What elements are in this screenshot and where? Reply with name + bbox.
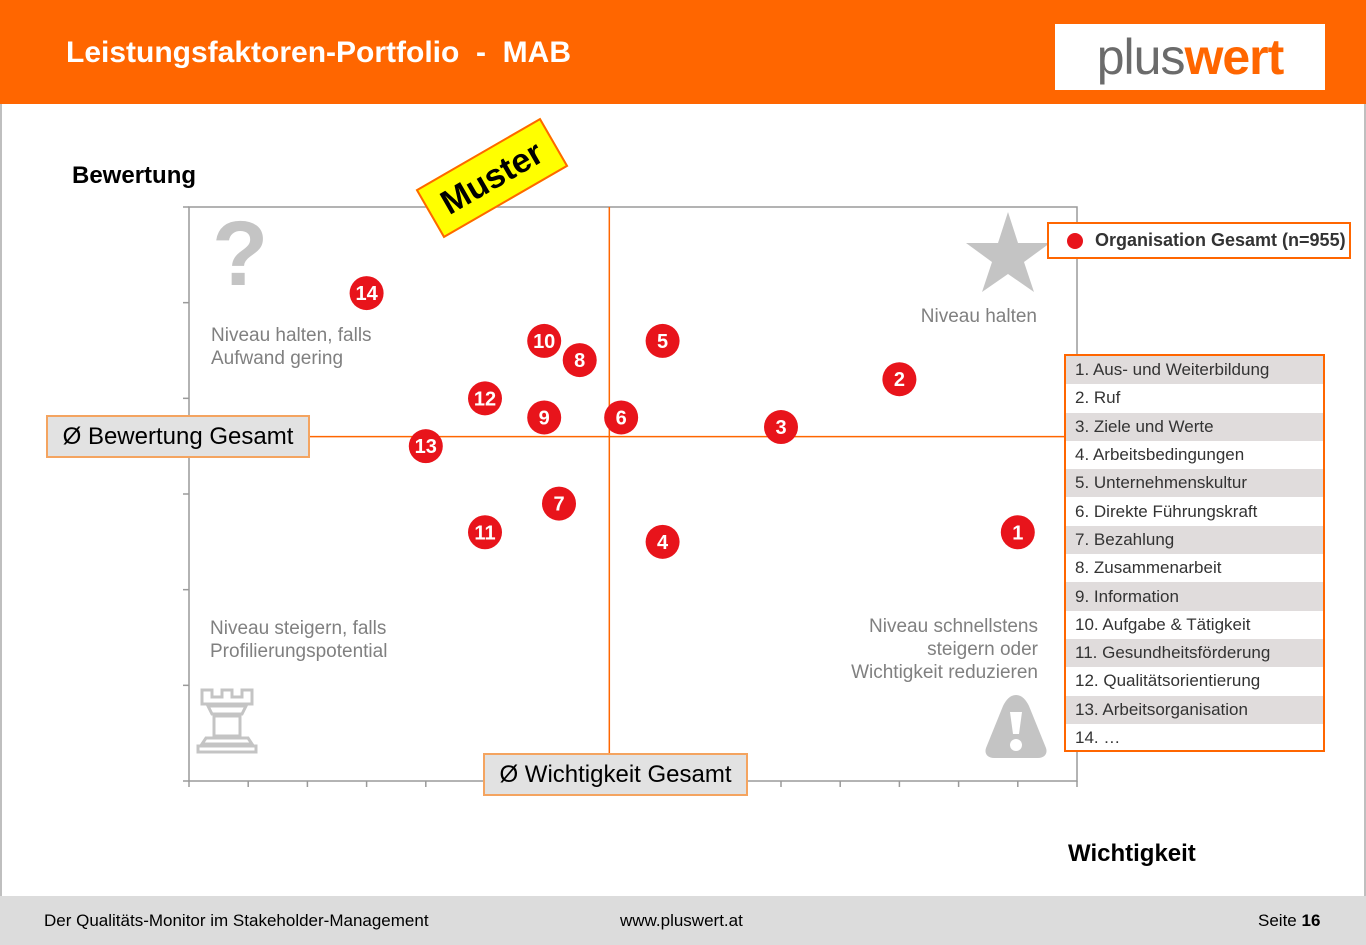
- data-point-label: 7: [553, 493, 565, 516]
- x-axis-label: Wichtigkeit: [1068, 840, 1196, 867]
- factor-item: 7. Bezahlung: [1066, 526, 1323, 554]
- legend-marker: [1067, 233, 1083, 249]
- factor-item: 10. Aufgabe & Tätigkeit: [1075, 614, 1251, 634]
- data-point-label: 2: [893, 369, 905, 392]
- factor-list: [1064, 354, 1325, 752]
- data-point-10: [527, 324, 561, 358]
- legend: [1047, 222, 1351, 259]
- plot-frame: [189, 207, 1077, 781]
- data-point-label: 12: [473, 388, 497, 411]
- y-axis-label: Bewertung: [72, 162, 197, 189]
- quadrant-text-bottom-right: steigern oder: [927, 639, 1038, 660]
- factor-item: 2. Ruf: [1075, 388, 1121, 408]
- data-point-1: [1001, 515, 1035, 549]
- data-point-3: [764, 410, 798, 444]
- quadrant-text-bottom-right: Niveau schnellstens: [869, 616, 1038, 637]
- data-point-label: 9: [538, 407, 550, 430]
- quadrant-text-bottom-right: Wichtigkeit reduzieren: [851, 662, 1038, 683]
- logo-text-plus: plus: [1096, 29, 1185, 85]
- warning-icon: [985, 695, 1046, 758]
- page-number: [1258, 911, 1320, 931]
- data-point-7: [542, 487, 576, 521]
- quadrant-text-top-left: Niveau halten, falls: [211, 325, 372, 346]
- data-point-label: 1: [1012, 522, 1024, 545]
- data-point-13: [409, 429, 443, 463]
- data-point-label: 8: [574, 350, 586, 373]
- page-label: Seite: [1258, 911, 1302, 930]
- chess-rook-icon: [198, 690, 256, 752]
- data-point-label: 10: [533, 330, 556, 353]
- chart-axes: [183, 207, 1077, 787]
- factor-item: 6. Direkte Führungskraft: [1075, 501, 1258, 521]
- factor-item: 4. Arbeitsbedingungen: [1075, 445, 1245, 465]
- data-point-label: 14: [355, 283, 378, 306]
- quadrant-text-top-left: Aufwand gering: [211, 348, 344, 369]
- factor-item: 9. Information: [1066, 582, 1323, 610]
- data-point-label: 6: [615, 407, 627, 430]
- quadrant-text-top-right: Niveau halten: [920, 306, 1037, 327]
- footer: [0, 896, 1366, 945]
- star-icon: [966, 212, 1050, 292]
- data-point-14: [350, 276, 384, 310]
- legend-label: Organisation Gesamt (n=955): [1095, 230, 1346, 250]
- data-point-12: [468, 381, 502, 415]
- data-point-4: [646, 525, 680, 559]
- data-point-label: 11: [474, 522, 496, 545]
- data-point-8: [563, 343, 597, 377]
- muster-stamp: Muster: [416, 118, 569, 238]
- data-point-label: 3: [775, 417, 787, 440]
- footer-tagline: Der Qualitäts-Monitor im Stakeholder-Management: [44, 911, 429, 930]
- factor-item: 11. Gesundheitsförderung: [1066, 639, 1323, 667]
- factor-item: 1. Aus- und Weiterbildung: [1066, 356, 1323, 384]
- page-title: Leistungsfaktoren-Portfolio - MAB: [66, 36, 571, 69]
- average-importance-label: Ø Wichtigkeit Gesamt: [483, 753, 748, 796]
- data-point-label: 4: [657, 531, 669, 554]
- factor-item: 8. Zusammenarbeit: [1075, 558, 1222, 578]
- data-point-label: 13: [414, 436, 437, 459]
- factor-item: 14. …: [1075, 728, 1121, 747]
- factor-item: 12. Qualitätsorientierung: [1075, 671, 1261, 691]
- data-point-5: [646, 324, 680, 358]
- logo-text-wert: wert: [1184, 29, 1284, 85]
- quadrant-text-bottom-left: Niveau steigern, falls: [210, 618, 387, 639]
- factor-item: 5. Unternehmenskultur: [1066, 469, 1323, 497]
- factor-item: 13. Arbeitsorganisation: [1066, 696, 1323, 724]
- data-point-2: [882, 362, 916, 396]
- factor-item: 3. Ziele und Werte: [1066, 413, 1323, 441]
- data-point-11: [468, 515, 502, 549]
- average-rating-label: Ø Bewertung Gesamt: [46, 415, 310, 458]
- page-number-value: 16: [1301, 911, 1321, 930]
- data-point-9: [527, 400, 561, 434]
- data-point-label: 5: [657, 330, 669, 353]
- quadrant-text-bottom-left: Profilierungspotential: [210, 641, 388, 662]
- data-point-6: [604, 400, 638, 434]
- question-mark-icon: ?: [212, 203, 269, 305]
- footer-website: www.pluswert.at: [620, 911, 743, 930]
- quadrant-texts: [210, 306, 1039, 683]
